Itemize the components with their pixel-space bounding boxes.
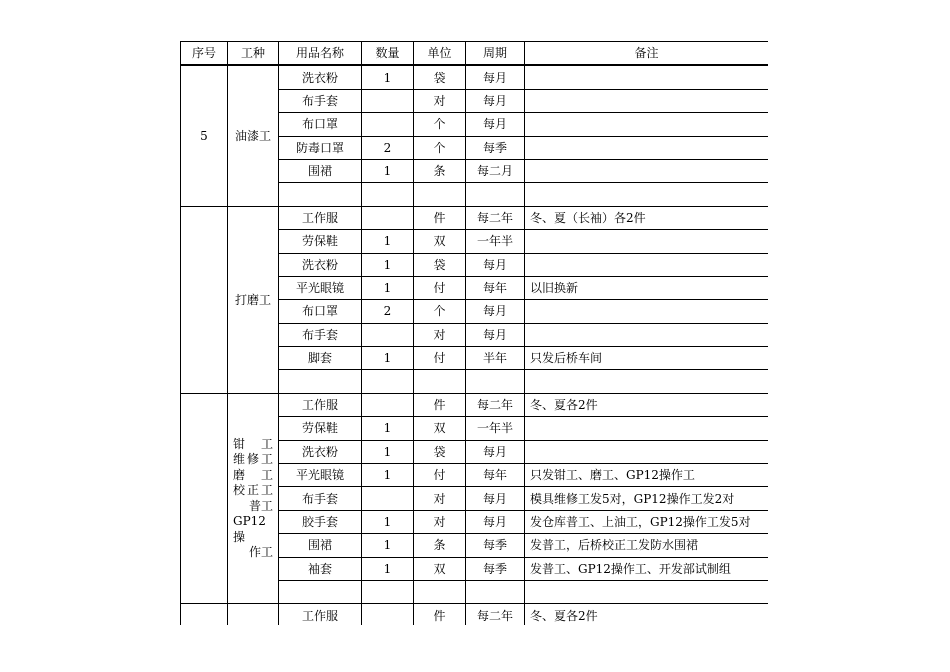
qty-cell[interactable]: 1 <box>362 347 414 370</box>
note-cell[interactable]: 发普工、GP12操作工、开发部试制组 <box>525 557 769 580</box>
table-body <box>181 65 769 625</box>
period-cell[interactable]: 每年 <box>466 276 525 299</box>
unit-cell[interactable]: 条 <box>414 159 466 182</box>
note-cell[interactable] <box>525 89 769 112</box>
qty-cell[interactable]: 2 <box>362 300 414 323</box>
unit-cell[interactable]: 袋 <box>414 65 466 89</box>
period-cell[interactable]: 每月 <box>466 487 525 510</box>
item-cell[interactable]: 工作服 <box>279 604 362 625</box>
unit-cell[interactable]: 件 <box>414 604 466 625</box>
period-cell[interactable]: 每季 <box>466 557 525 580</box>
period-cell[interactable]: 每月 <box>466 65 525 89</box>
qty-cell[interactable] <box>362 393 414 416</box>
job-line: 维修工 <box>233 452 273 467</box>
period-cell[interactable]: 每月 <box>466 253 525 276</box>
period-cell[interactable]: 每二年 <box>466 393 525 416</box>
qty-cell[interactable] <box>362 183 414 206</box>
note-cell[interactable] <box>525 440 769 463</box>
spreadsheet <box>180 41 768 625</box>
header-row <box>181 42 769 66</box>
qty-cell[interactable]: 1 <box>362 557 414 580</box>
item-cell[interactable] <box>279 183 362 206</box>
unit-cell[interactable]: 条 <box>414 534 466 557</box>
header-note[interactable]: 备注 <box>525 42 769 66</box>
unit-cell[interactable]: 袋 <box>414 253 466 276</box>
note-cell[interactable] <box>525 159 769 182</box>
qty-cell[interactable]: 1 <box>362 65 414 89</box>
period-cell[interactable]: 每月 <box>466 323 525 346</box>
unit-cell[interactable] <box>414 183 466 206</box>
note-cell[interactable]: 发普工，后桥校正工发防水围裙 <box>525 534 769 557</box>
seq-cell[interactable] <box>181 206 228 393</box>
qty-cell[interactable]: 1 <box>362 276 414 299</box>
unit-cell[interactable]: 对 <box>414 510 466 533</box>
seq-cell[interactable] <box>181 604 228 625</box>
unit-cell[interactable]: 对 <box>414 487 466 510</box>
unit-cell[interactable]: 付 <box>414 347 466 370</box>
unit-cell[interactable]: 对 <box>414 323 466 346</box>
unit-cell[interactable]: 双 <box>414 230 466 253</box>
table-row <box>181 604 769 625</box>
note-cell[interactable]: 以旧换新 <box>525 276 769 299</box>
job-cell[interactable] <box>228 65 279 206</box>
item-cell[interactable]: 胶手套 <box>279 510 362 533</box>
item-cell[interactable]: 平光眼镜 <box>279 464 362 487</box>
period-cell[interactable]: 每二年 <box>466 604 525 625</box>
period-cell[interactable] <box>466 580 525 603</box>
item-cell[interactable]: 工作服 <box>279 206 362 229</box>
note-cell[interactable] <box>525 65 769 89</box>
item-cell[interactable]: 工作服 <box>279 393 362 416</box>
unit-cell[interactable]: 件 <box>414 393 466 416</box>
period-cell[interactable] <box>466 183 525 206</box>
period-cell[interactable]: 每二月 <box>466 159 525 182</box>
job-line: 钳 工 <box>233 436 273 451</box>
item-cell[interactable] <box>279 370 362 393</box>
qty-cell[interactable] <box>362 604 414 625</box>
qty-cell[interactable]: 1 <box>362 230 414 253</box>
unit-cell[interactable]: 个 <box>414 113 466 136</box>
note-cell[interactable] <box>525 230 769 253</box>
qty-cell[interactable] <box>362 113 414 136</box>
period-cell[interactable]: 一年半 <box>466 417 525 440</box>
qty-cell[interactable]: 1 <box>362 159 414 182</box>
table-row <box>181 393 769 416</box>
note-cell[interactable] <box>525 323 769 346</box>
note-cell[interactable] <box>525 253 769 276</box>
item-cell[interactable]: 布口罩 <box>279 113 362 136</box>
unit-cell[interactable]: 件 <box>414 206 466 229</box>
item-cell[interactable]: 平光眼镜 <box>279 276 362 299</box>
qty-cell[interactable]: 1 <box>362 464 414 487</box>
unit-cell[interactable]: 对 <box>414 89 466 112</box>
item-cell[interactable]: 洗衣粉 <box>279 440 362 463</box>
period-cell[interactable]: 每季 <box>466 136 525 159</box>
note-cell[interactable] <box>525 183 769 206</box>
qty-cell[interactable]: 2 <box>362 136 414 159</box>
unit-cell[interactable]: 袋 <box>414 440 466 463</box>
unit-cell[interactable] <box>414 580 466 603</box>
header-period[interactable]: 周期 <box>466 42 525 66</box>
job-cell[interactable] <box>228 604 279 625</box>
job-line: 校正工 <box>233 483 273 498</box>
seq-cell[interactable]: 5 <box>181 65 228 206</box>
qty-cell[interactable] <box>362 370 414 393</box>
qty-cell[interactable] <box>362 206 414 229</box>
header-item[interactable]: 用品名称 <box>279 42 362 66</box>
item-cell[interactable]: 布手套 <box>279 323 362 346</box>
period-cell[interactable]: 每月 <box>466 89 525 112</box>
unit-cell[interactable]: 双 <box>414 557 466 580</box>
qty-cell[interactable] <box>362 580 414 603</box>
note-cell[interactable] <box>525 580 769 603</box>
item-cell[interactable]: 围裙 <box>279 534 362 557</box>
table-row <box>181 65 769 89</box>
note-cell[interactable]: 模具维修工发5对，GP12操作工发2对 <box>525 487 769 510</box>
period-cell[interactable] <box>466 370 525 393</box>
item-cell[interactable]: 脚套 <box>279 347 362 370</box>
period-cell[interactable]: 每月 <box>466 440 525 463</box>
item-cell[interactable]: 洗衣粉 <box>279 65 362 89</box>
item-cell[interactable]: 劳保鞋 <box>279 417 362 440</box>
note-cell[interactable]: 只发后桥车间 <box>525 347 769 370</box>
note-cell[interactable]: 发仓库普工、上油工，GP12操作工发5对 <box>525 510 769 533</box>
qty-cell[interactable]: 1 <box>362 510 414 533</box>
note-cell[interactable] <box>525 113 769 136</box>
header-unit[interactable]: 单位 <box>414 42 466 66</box>
unit-cell[interactable]: 付 <box>414 464 466 487</box>
item-cell[interactable]: 防毒口罩 <box>279 136 362 159</box>
qty-cell[interactable] <box>362 323 414 346</box>
period-cell[interactable]: 每年 <box>466 464 525 487</box>
qty-cell[interactable]: 1 <box>362 253 414 276</box>
note-cell[interactable]: 冬、夏各2件 <box>525 393 769 416</box>
period-cell[interactable]: 每月 <box>466 113 525 136</box>
job-cell[interactable] <box>228 206 279 393</box>
note-cell[interactable] <box>525 136 769 159</box>
job-label: 油漆工 <box>234 129 271 144</box>
period-cell[interactable]: 每季 <box>466 534 525 557</box>
note-cell[interactable]: 冬、夏（长袖）各2件 <box>525 206 769 229</box>
unit-cell[interactable]: 个 <box>414 300 466 323</box>
unit-cell[interactable] <box>414 370 466 393</box>
period-cell[interactable]: 每二年 <box>466 206 525 229</box>
item-cell[interactable]: 袖套 <box>279 557 362 580</box>
qty-cell[interactable] <box>362 487 414 510</box>
job-multiline <box>233 437 273 561</box>
seq-cell[interactable] <box>181 393 228 604</box>
job-label: 打磨工 <box>234 292 271 307</box>
ppe-table <box>180 41 768 625</box>
unit-cell[interactable]: 付 <box>414 276 466 299</box>
item-cell[interactable]: 布口罩 <box>279 300 362 323</box>
unit-cell[interactable]: 双 <box>414 417 466 440</box>
header-seq[interactable]: 序号 <box>181 42 228 66</box>
note-cell[interactable] <box>525 370 769 393</box>
item-cell[interactable]: 布手套 <box>279 487 362 510</box>
qty-cell[interactable]: 1 <box>362 534 414 557</box>
note-cell[interactable]: 冬、夏各2件 <box>525 604 769 625</box>
note-cell[interactable] <box>525 300 769 323</box>
unit-cell[interactable]: 个 <box>414 136 466 159</box>
period-cell[interactable]: 半年 <box>466 347 525 370</box>
note-cell[interactable]: 只发钳工、磨工、GP12操作工 <box>525 464 769 487</box>
item-cell[interactable]: 洗衣粉 <box>279 253 362 276</box>
job-line: 磨 工 <box>233 467 273 482</box>
note-cell[interactable] <box>525 417 769 440</box>
job-line: 普工 <box>248 498 273 513</box>
item-cell[interactable]: 劳保鞋 <box>279 230 362 253</box>
header-job[interactable]: 工种 <box>228 42 279 66</box>
qty-cell[interactable]: 1 <box>362 417 414 440</box>
header-qty[interactable]: 数量 <box>362 42 414 66</box>
job-cell[interactable] <box>228 393 279 604</box>
qty-cell[interactable] <box>362 89 414 112</box>
period-cell[interactable]: 每月 <box>466 300 525 323</box>
job-line: 作工 <box>248 545 273 560</box>
item-cell[interactable] <box>279 580 362 603</box>
item-cell[interactable]: 布手套 <box>279 89 362 112</box>
table-row <box>181 206 769 229</box>
item-cell[interactable]: 围裙 <box>279 159 362 182</box>
period-cell[interactable]: 一年半 <box>466 230 525 253</box>
job-line: GP12操 <box>233 514 266 544</box>
qty-cell[interactable]: 1 <box>362 440 414 463</box>
period-cell[interactable]: 每月 <box>466 510 525 533</box>
